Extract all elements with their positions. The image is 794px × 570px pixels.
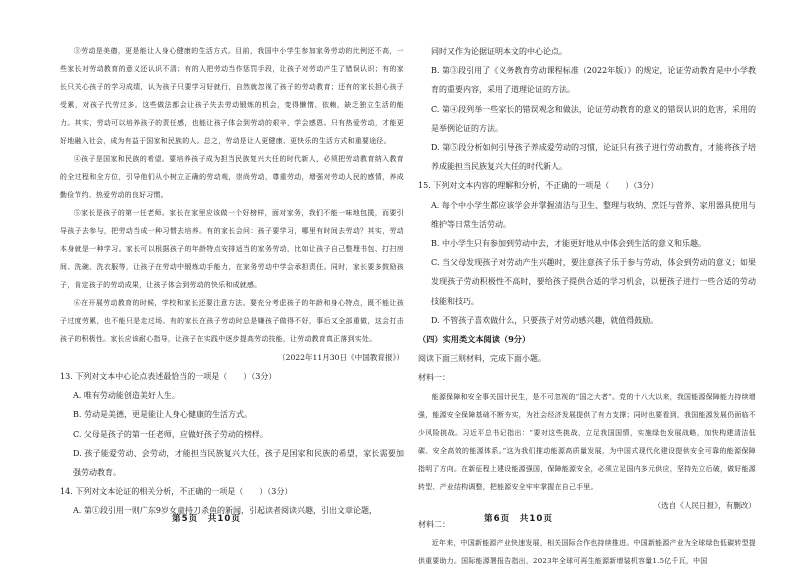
question-14-option-a-continued: 同时又作为论据证明本文的中心论点。 bbox=[431, 47, 567, 56]
right-page-column bbox=[418, 42, 756, 570]
paragraph-6: ⑥在开展劳动教育的时候，学校和家长还要注意方法。要充分考虑孩子的年龄和身心特点，既不能让孩子过度劳累，也不能只是走过场。有的家长在孩子劳动时总是嫌孩子做得不好，事后又全部重做，这会打击孩子的积极性。家长应该耐心指导，让孩子在实践中逐步提高劳动技能，让劳动教育真正落到实处。 bbox=[60, 299, 404, 343]
question-15-stem: 15. 下列对文本内容的理解和分析，不正确的一项是（ ）（3分） bbox=[418, 181, 659, 191]
material-1-source: （选自《人民日报》，有删改） bbox=[653, 500, 756, 510]
question-14-stem: 14. 下列对文本论证的相关分析，不正确的一项是（ ）（3分） bbox=[60, 487, 293, 497]
question-14-option-b: B. 第③段引用了《义务教育劳动课程标准（2022年版）》的规定，论证劳动教育是中小学教育的重要内容，采用了道理论证的方法。 bbox=[431, 66, 756, 95]
material-1-label: 材料一： bbox=[418, 373, 450, 383]
question-14-option-a: A. 第①段引用一则广东9岁女童持刀杀鱼的新闻，引起读者阅读兴趣，引出文章论题， bbox=[73, 506, 377, 516]
left-page-column bbox=[60, 42, 404, 521]
question-13-option-a: A. 唯有劳动能创造美好人生。 bbox=[73, 391, 180, 401]
material-1-text: 能源保障和安全事关国计民生，是不可忽视的“国之大者”。党的十八大以来，我国能源保障能力持续增强，能源安全保障基础不断夯实，为社会经济发展提供了有力支撑；同时也要看到，我国能源发展仍面临不少风险挑战。习近平总书记指出：“要对这些挑战，立足我国国情，实施绿色发展战略，加快构建清洁低碳、安全高效的能源体系。”这为我们推动能源高质量发展，为中国式现代化建设提供安全可靠的能源保障指明了方向。在新征程上建设能源强国，保障能源安全，必须立足国内多元供应，坚持先立后破，做好能源转型、产业结构调整，把能源安全牢牢掌握在自己手里。 bbox=[418, 392, 756, 491]
section-heading: （四）实用类文本阅读（9分） bbox=[418, 334, 531, 345]
page-number-right: 第6页 共10页 bbox=[484, 514, 553, 524]
paragraph-4: ④孩子是国家和民族的希望。要培养孩子成为担当民族复兴大任的时代新人，必须把劳动教育纳入教育的全过程和全方位，引导他们从小树立正确的劳动观，崇尚劳动，尊重劳动，增强对劳动人民的感情，养成勤俭节约、热爱劳动的良好习惯。 bbox=[60, 155, 404, 199]
question-13-option-d: D. 孩子能爱劳动、会劳动，才能担当民族复兴大任，孩子是国家和民族的希望，家长需要加强劳动教育。 bbox=[73, 448, 404, 478]
paragraph-5: ⑤家长是孩子的第一任老师。家长在家里应该做一个好榜样，面对家务，我们不能一味地包揽，而要引导孩子去参与，把劳动当成一种习惯去培养。有的家长会问：孩子要学习，哪里有时间去劳动？其实，劳动本身就是一种学习。家长可以根据孩子的年龄特点安排适当的家务劳动，比如让孩子自己整理书包、打扫房间、洗碗、洗衣服等，让孩子在劳动中锻炼动手能力，在家务劳动中学会承担责任。同时，家长要多鼓励孩子，肯定孩子的劳动成果，让孩子体会到劳动的快乐和成就感。 bbox=[60, 209, 404, 289]
question-14-option-c: C. 第④段列举一些家长的错误观念和做法，论证劳动教育的意义的错误认识的危害，采用的是举例论证的方法。 bbox=[431, 104, 756, 133]
reading-instructions: 阅读下面三则材料，完成下面小题。 bbox=[418, 354, 546, 364]
question-14-option-d: D. 第⑤段分析如何引导孩子养成爱劳动的习惯，论证只有孩子进行劳动教育，才能将孩子培养成能担当民族复兴大任的时代新人。 bbox=[431, 143, 756, 172]
paragraph-3: ③劳动是美德，更是能让人身心健康的生活方式。目前，我国中小学生参加家务劳动的比例还不高，一些家长对劳动教育的意义还认识不清；有的人把劳动当作惩罚手段，让孩子对劳动产生了错误认识；有的家长只关心孩子的学习成绩，认为孩子只要学习好就行，自然就忽视了孩子的劳动教育；还有的家长担心孩子受累，对孩子代劳过多。这些做法都会让孩子失去劳动锻炼的机会，变得懒惰、依赖，缺乏独立生活的能力。其实，劳动可以培养孩子的责任感，也能让孩子体会到劳动的艰辛，学会感恩。只有热爱劳动，才能更好地融入社会，成为有益于国家和民族的人。总之，劳动是让人更健康、更快乐的生活方式和重要途径。 bbox=[60, 47, 404, 145]
question-15-option-a: A. 每个中小学生都应该学会并掌握清洁与卫生、整理与收纳、烹饪与营养、家用器具使用与维护等日常生活劳动。 bbox=[431, 200, 756, 229]
question-13-stem: 13. 下列对文本中心论点表述最恰当的一项是（ ）（3分） bbox=[60, 372, 277, 381]
question-15-option-d: D. 不管孩子喜欢做什么，只要孩子对劳动感兴趣，就值得鼓励。 bbox=[431, 315, 659, 325]
question-15-option-b: B. 中小学生只有参加到劳动中去，才能更好地从中体会到生活的意义和乐趣。 bbox=[431, 239, 706, 249]
article-source: （2022年11月30日《中国教育报》） bbox=[278, 353, 404, 362]
question-13-option-b: B. 劳动是美德，更是能让人身心健康的生活方式。 bbox=[73, 410, 252, 420]
question-13-option-c: C. 父母是孩子的第一任老师，应做好孩子劳动的榜样。 bbox=[73, 429, 268, 439]
question-15-option-c: C. 当父母发现孩子对劳动产生兴趣时，要注意孩子乐于参与劳动，体会到劳动的意义；如果发现孩子劳动积极性不高时，要给孩子提供合适的学习机会，以便孩子进行一些合适的劳动技能和技巧。 bbox=[431, 258, 756, 306]
material-2-text: 近年来，中国新能源产业快速发展，相关国际合作也持续推进。中国新能源产业为全球绿色低碳转型提供重要助力。国际能源署报告指出，2023年全球可再生能源新增装机容量1.5亿千瓦，中国 bbox=[418, 538, 756, 565]
material-2-label: 材料二： bbox=[418, 519, 450, 529]
page-number-left: 第5页 共10页 bbox=[172, 514, 241, 524]
